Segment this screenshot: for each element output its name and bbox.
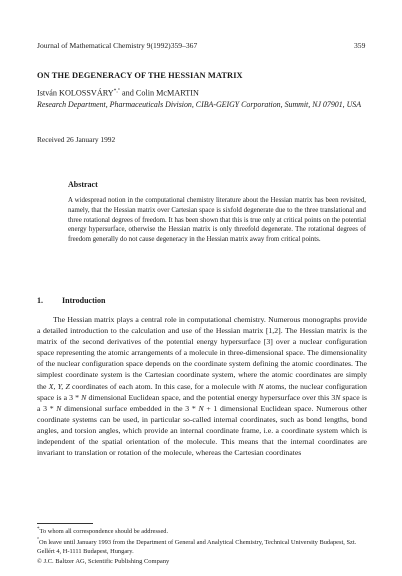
author-line [37, 88, 199, 98]
author-1: István KOLOSSVÁRY [37, 88, 114, 98]
copyright-notice: © J.C. Baltzer AG, Scientific Publishing Company [37, 558, 170, 565]
page-number: 359 [354, 41, 366, 50]
abstract-heading: Abstract [68, 180, 98, 189]
author-2: and Colin McMARTIN [119, 88, 199, 98]
section-title: Introduction [62, 296, 106, 305]
footnote-2: °On leave until January 1993 from the Department of General and Analytical Chemistry, Technical University Budapest, Szt. Gellért 4, H-1111 Budapest, Hungary. [37, 538, 357, 555]
paper-title: ON THE DEGENERACY OF THE HESSIAN MATRIX [37, 71, 243, 80]
footnote-rule [37, 523, 93, 524]
paragraph: The Hessian matrix plays a central role in computational chemistry. Numerous monographs provide a detailed introduction to the calculation and use of the Hessian matrix [1,2]. The Hessian matrix is the matrix of the second derivatives of the potential energy hypersurface [3] over a nuclear configuration space representing the atomic arrangements of a molecule in three-dimensional space. The dimensionality of the nuclear configuration space depends on the coordinate system defining the atomic coordinates. The simplest coordinate system is the Cartesian coordinate system, where the atomic coordinates are simply the X, Y, Z coordinates of each atom. In this case, for a molecule with N atoms, the nuclear configuration space is a 3 * N dimensional Euclidean space, and the potential energy hypersurface over this 3N space is a 3 * N dimensional surface embedded in the 3 * N + 1 dimensional Euclidean space. Numerous other coordinate systems can be used, in particular so-called internal coordinates, such as bond lengths, bond angles, and torsion angles, which provide an internal coordinate frame, i.e. a coordinate system which is independent of the spatial orientation of the molecule. This means that the internal coordinates are invariant to translation or rotation of the molecule, whereas the Cartesian coordinates [37, 315, 368, 458]
journal-citation: Journal of Mathematical Chemistry 9(1992)359–367 [37, 41, 198, 50]
section-number: 1. [37, 296, 43, 305]
abstract-text: A widespread notion in the computational chemistry literature about the Hessian matrix has been revisited, namely, that the Hessian matrix over Cartesian space is sixfold degenerate due to the three translational and three rotational degrees of freedom. It has been shown that this is true only at critical points on the potential energy hypersurface, otherwise the Hessian matrix is only threefold degenerate. The rotational degrees of freedom generally do not cause degeneracy in the Hessian matrix away from critical points. [68, 197, 366, 244]
author-1-marks: *,° [113, 88, 120, 94]
affiliation: Research Department, Pharmaceuticals Division, CIBA-GEIGY Corporation, Summit, NJ 07901, USA [37, 100, 362, 109]
section-body [37, 314, 367, 458]
received-date: Received 26 January 1992 [37, 135, 116, 144]
footnote-1: *To whom all correspondence should be addressed. [37, 527, 169, 536]
